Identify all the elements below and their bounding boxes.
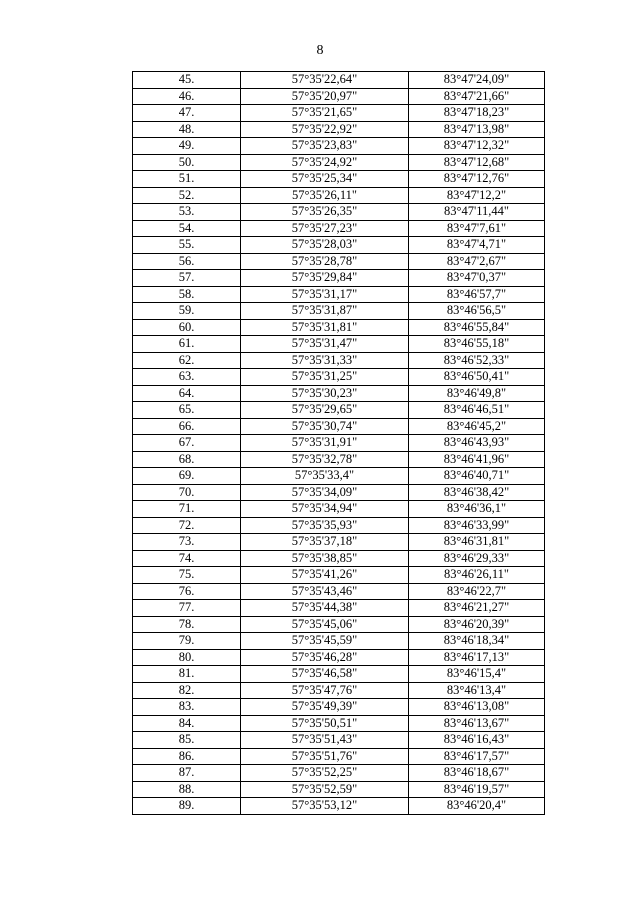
table-row bbox=[133, 451, 545, 468]
longitude-cell: 83°46'20,4" bbox=[409, 798, 545, 815]
longitude-cell: 83°46'46,51" bbox=[409, 402, 545, 419]
longitude-cell: 83°46'57,7" bbox=[409, 286, 545, 303]
latitude-cell: 57°35'38,85" bbox=[241, 550, 409, 567]
point-number-cell: 61. bbox=[133, 336, 241, 353]
longitude-cell: 83°46'13,08" bbox=[409, 699, 545, 716]
point-number-cell: 46. bbox=[133, 88, 241, 105]
point-number-cell: 77. bbox=[133, 600, 241, 617]
longitude-cell: 83°47'12,68" bbox=[409, 154, 545, 171]
longitude-cell: 83°46'38,42" bbox=[409, 484, 545, 501]
latitude-cell: 57°35'23,83" bbox=[241, 138, 409, 155]
table-row bbox=[133, 369, 545, 386]
latitude-cell: 57°35'31,17" bbox=[241, 286, 409, 303]
point-number-cell: 82. bbox=[133, 682, 241, 699]
latitude-cell: 57°35'45,06" bbox=[241, 616, 409, 633]
point-number-cell: 81. bbox=[133, 666, 241, 683]
table-row bbox=[133, 468, 545, 485]
latitude-cell: 57°35'25,34" bbox=[241, 171, 409, 188]
table-row bbox=[133, 154, 545, 171]
longitude-cell: 83°47'24,09" bbox=[409, 72, 545, 89]
longitude-cell: 83°46'22,7" bbox=[409, 583, 545, 600]
latitude-cell: 57°35'34,94" bbox=[241, 501, 409, 518]
longitude-cell: 83°46'43,93" bbox=[409, 435, 545, 452]
point-number-cell: 88. bbox=[133, 781, 241, 798]
table-row bbox=[133, 418, 545, 435]
point-number-cell: 58. bbox=[133, 286, 241, 303]
point-number-cell: 76. bbox=[133, 583, 241, 600]
latitude-cell: 57°35'29,65" bbox=[241, 402, 409, 419]
longitude-cell: 83°46'55,18" bbox=[409, 336, 545, 353]
longitude-cell: 83°47'4,71" bbox=[409, 237, 545, 254]
longitude-cell: 83°46'29,33" bbox=[409, 550, 545, 567]
point-number-cell: 84. bbox=[133, 715, 241, 732]
coordinates-table-body bbox=[133, 72, 545, 815]
longitude-cell: 83°47'12,32" bbox=[409, 138, 545, 155]
table-row bbox=[133, 567, 545, 584]
table-row bbox=[133, 270, 545, 287]
point-number-cell: 69. bbox=[133, 468, 241, 485]
table-row bbox=[133, 732, 545, 749]
latitude-cell: 57°35'49,39" bbox=[241, 699, 409, 716]
point-number-cell: 73. bbox=[133, 534, 241, 551]
table-row bbox=[133, 600, 545, 617]
latitude-cell: 57°35'37,18" bbox=[241, 534, 409, 551]
longitude-cell: 83°47'21,66" bbox=[409, 88, 545, 105]
latitude-cell: 57°35'29,84" bbox=[241, 270, 409, 287]
table-row bbox=[133, 649, 545, 666]
table-row bbox=[133, 336, 545, 353]
longitude-cell: 83°47'2,67" bbox=[409, 253, 545, 270]
table-row bbox=[133, 303, 545, 320]
table-row bbox=[133, 138, 545, 155]
point-number-cell: 48. bbox=[133, 121, 241, 138]
latitude-cell: 57°35'52,59" bbox=[241, 781, 409, 798]
point-number-cell: 63. bbox=[133, 369, 241, 386]
point-number-cell: 78. bbox=[133, 616, 241, 633]
point-number-cell: 64. bbox=[133, 385, 241, 402]
longitude-cell: 83°47'12,2" bbox=[409, 187, 545, 204]
longitude-cell: 83°47'0,37" bbox=[409, 270, 545, 287]
longitude-cell: 83°46'31,81" bbox=[409, 534, 545, 551]
table-row bbox=[133, 237, 545, 254]
table-row bbox=[133, 666, 545, 683]
latitude-cell: 57°35'28,03" bbox=[241, 237, 409, 254]
point-number-cell: 87. bbox=[133, 765, 241, 782]
latitude-cell: 57°35'46,28" bbox=[241, 649, 409, 666]
table-row bbox=[133, 484, 545, 501]
longitude-cell: 83°46'55,84" bbox=[409, 319, 545, 336]
latitude-cell: 57°35'44,38" bbox=[241, 600, 409, 617]
point-number-cell: 66. bbox=[133, 418, 241, 435]
latitude-cell: 57°35'27,23" bbox=[241, 220, 409, 237]
longitude-cell: 83°46'20,39" bbox=[409, 616, 545, 633]
point-number-cell: 50. bbox=[133, 154, 241, 171]
latitude-cell: 57°35'30,74" bbox=[241, 418, 409, 435]
point-number-cell: 79. bbox=[133, 633, 241, 650]
point-number-cell: 70. bbox=[133, 484, 241, 501]
longitude-cell: 83°46'19,57" bbox=[409, 781, 545, 798]
point-number-cell: 72. bbox=[133, 517, 241, 534]
latitude-cell: 57°35'26,11" bbox=[241, 187, 409, 204]
point-number-cell: 49. bbox=[133, 138, 241, 155]
point-number-cell: 75. bbox=[133, 567, 241, 584]
longitude-cell: 83°46'17,13" bbox=[409, 649, 545, 666]
table-row bbox=[133, 534, 545, 551]
table-row bbox=[133, 121, 545, 138]
point-number-cell: 51. bbox=[133, 171, 241, 188]
longitude-cell: 83°46'26,11" bbox=[409, 567, 545, 584]
table-row bbox=[133, 616, 545, 633]
longitude-cell: 83°46'13,67" bbox=[409, 715, 545, 732]
point-number-cell: 52. bbox=[133, 187, 241, 204]
latitude-cell: 57°35'31,91" bbox=[241, 435, 409, 452]
latitude-cell: 57°35'20,97" bbox=[241, 88, 409, 105]
table-row bbox=[133, 583, 545, 600]
latitude-cell: 57°35'30,23" bbox=[241, 385, 409, 402]
longitude-cell: 83°46'52,33" bbox=[409, 352, 545, 369]
latitude-cell: 57°35'31,25" bbox=[241, 369, 409, 386]
point-number-cell: 80. bbox=[133, 649, 241, 666]
table-row bbox=[133, 765, 545, 782]
longitude-cell: 83°46'21,27" bbox=[409, 600, 545, 617]
point-number-cell: 71. bbox=[133, 501, 241, 518]
table-row bbox=[133, 715, 545, 732]
table-row bbox=[133, 402, 545, 419]
longitude-cell: 83°46'33,99" bbox=[409, 517, 545, 534]
longitude-cell: 83°46'41,96" bbox=[409, 451, 545, 468]
point-number-cell: 56. bbox=[133, 253, 241, 270]
latitude-cell: 57°35'35,93" bbox=[241, 517, 409, 534]
table-row bbox=[133, 781, 545, 798]
latitude-cell: 57°35'31,33" bbox=[241, 352, 409, 369]
longitude-cell: 83°46'40,71" bbox=[409, 468, 545, 485]
longitude-cell: 83°46'36,1" bbox=[409, 501, 545, 518]
latitude-cell: 57°35'31,47" bbox=[241, 336, 409, 353]
table-row bbox=[133, 682, 545, 699]
table-row bbox=[133, 699, 545, 716]
latitude-cell: 57°35'34,09" bbox=[241, 484, 409, 501]
latitude-cell: 57°35'50,51" bbox=[241, 715, 409, 732]
point-number-cell: 83. bbox=[133, 699, 241, 716]
point-number-cell: 60. bbox=[133, 319, 241, 336]
latitude-cell: 57°35'51,76" bbox=[241, 748, 409, 765]
point-number-cell: 65. bbox=[133, 402, 241, 419]
latitude-cell: 57°35'33,4" bbox=[241, 468, 409, 485]
table-row bbox=[133, 72, 545, 89]
point-number-cell: 57. bbox=[133, 270, 241, 287]
point-number-cell: 68. bbox=[133, 451, 241, 468]
longitude-cell: 83°46'50,41" bbox=[409, 369, 545, 386]
latitude-cell: 57°35'31,87" bbox=[241, 303, 409, 320]
longitude-cell: 83°47'12,76" bbox=[409, 171, 545, 188]
table-row bbox=[133, 253, 545, 270]
latitude-cell: 57°35'46,58" bbox=[241, 666, 409, 683]
point-number-cell: 47. bbox=[133, 105, 241, 122]
longitude-cell: 83°46'56,5" bbox=[409, 303, 545, 320]
latitude-cell: 57°35'52,25" bbox=[241, 765, 409, 782]
table-row bbox=[133, 352, 545, 369]
longitude-cell: 83°46'13,4" bbox=[409, 682, 545, 699]
table-row bbox=[133, 220, 545, 237]
latitude-cell: 57°35'31,81" bbox=[241, 319, 409, 336]
table-row bbox=[133, 517, 545, 534]
longitude-cell: 83°47'13,98" bbox=[409, 121, 545, 138]
longitude-cell: 83°47'11,44" bbox=[409, 204, 545, 221]
longitude-cell: 83°46'45,2" bbox=[409, 418, 545, 435]
latitude-cell: 57°35'32,78" bbox=[241, 451, 409, 468]
point-number-cell: 54. bbox=[133, 220, 241, 237]
table-row bbox=[133, 171, 545, 188]
latitude-cell: 57°35'21,65" bbox=[241, 105, 409, 122]
point-number-cell: 59. bbox=[133, 303, 241, 320]
table-row bbox=[133, 385, 545, 402]
point-number-cell: 86. bbox=[133, 748, 241, 765]
longitude-cell: 83°46'15,4" bbox=[409, 666, 545, 683]
latitude-cell: 57°35'51,43" bbox=[241, 732, 409, 749]
table-row bbox=[133, 286, 545, 303]
longitude-cell: 83°46'18,34" bbox=[409, 633, 545, 650]
table-row bbox=[133, 798, 545, 815]
latitude-cell: 57°35'22,92" bbox=[241, 121, 409, 138]
table-row bbox=[133, 748, 545, 765]
longitude-cell: 83°47'7,61" bbox=[409, 220, 545, 237]
latitude-cell: 57°35'43,46" bbox=[241, 583, 409, 600]
point-number-cell: 89. bbox=[133, 798, 241, 815]
point-number-cell: 45. bbox=[133, 72, 241, 89]
latitude-cell: 57°35'26,35" bbox=[241, 204, 409, 221]
latitude-cell: 57°35'24,92" bbox=[241, 154, 409, 171]
longitude-cell: 83°47'18,23" bbox=[409, 105, 545, 122]
point-number-cell: 67. bbox=[133, 435, 241, 452]
table-row bbox=[133, 501, 545, 518]
page-number: 8 bbox=[316, 43, 324, 58]
table-row bbox=[133, 550, 545, 567]
latitude-cell: 57°35'53,12" bbox=[241, 798, 409, 815]
point-number-cell: 74. bbox=[133, 550, 241, 567]
latitude-cell: 57°35'22,64" bbox=[241, 72, 409, 89]
longitude-cell: 83°46'49,8" bbox=[409, 385, 545, 402]
point-number-cell: 55. bbox=[133, 237, 241, 254]
longitude-cell: 83°46'16,43" bbox=[409, 732, 545, 749]
table-row bbox=[133, 187, 545, 204]
longitude-cell: 83°46'17,57" bbox=[409, 748, 545, 765]
latitude-cell: 57°35'41,26" bbox=[241, 567, 409, 584]
table-row bbox=[133, 319, 545, 336]
latitude-cell: 57°35'47,76" bbox=[241, 682, 409, 699]
point-number-cell: 53. bbox=[133, 204, 241, 221]
latitude-cell: 57°35'45,59" bbox=[241, 633, 409, 650]
coordinates-table bbox=[132, 71, 545, 815]
table-row bbox=[133, 105, 545, 122]
point-number-cell: 62. bbox=[133, 352, 241, 369]
longitude-cell: 83°46'18,67" bbox=[409, 765, 545, 782]
table-row bbox=[133, 435, 545, 452]
table-row bbox=[133, 204, 545, 221]
point-number-cell: 85. bbox=[133, 732, 241, 749]
table-row bbox=[133, 633, 545, 650]
latitude-cell: 57°35'28,78" bbox=[241, 253, 409, 270]
table-row bbox=[133, 88, 545, 105]
